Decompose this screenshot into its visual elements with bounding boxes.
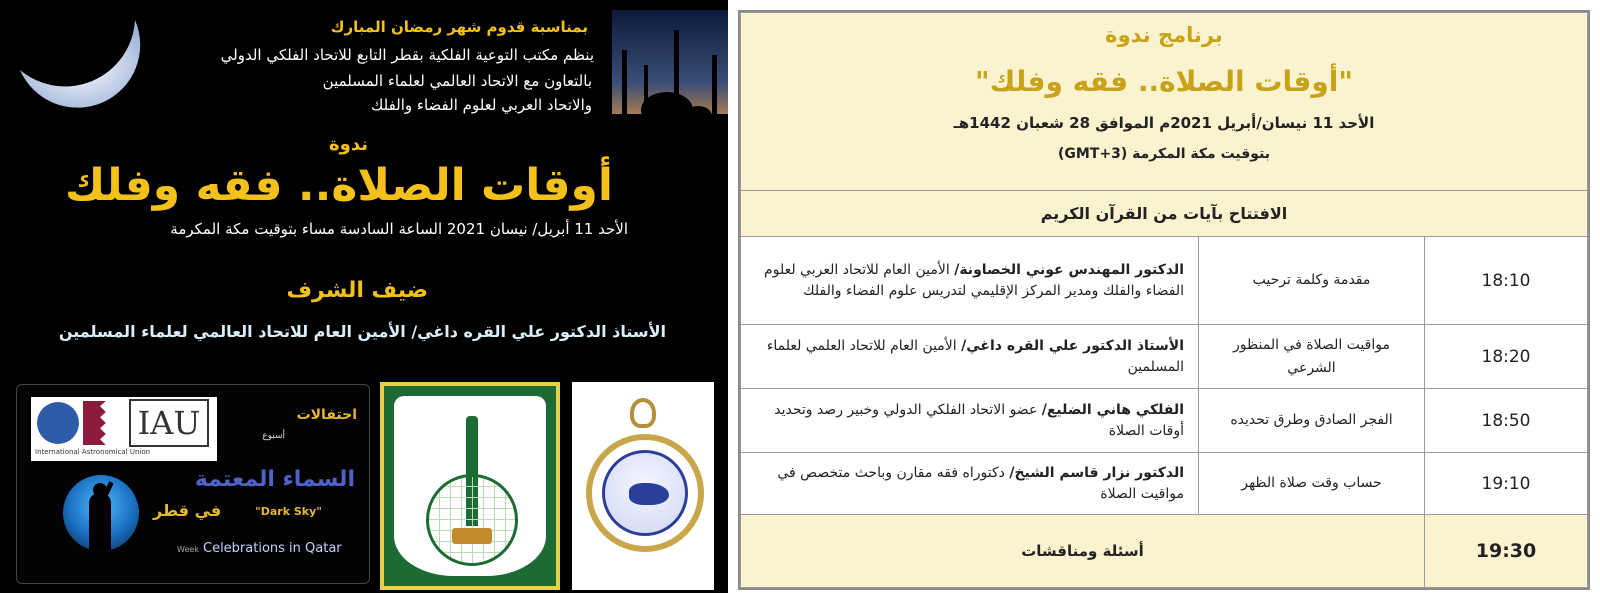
topic-cell: مواقيت الصلاة في المنظور الشرعي	[1199, 325, 1425, 389]
opening-row: الافتتاح بآيات من القرآن الكريم	[741, 191, 1588, 237]
qatar-flag-icon	[83, 401, 121, 445]
week-ar: أسبوع	[262, 431, 285, 441]
arab-map-icon	[629, 483, 669, 505]
guest-label: ضيف الشرف	[286, 278, 428, 303]
dark-sky-title-ar: السماء المعتمة	[194, 467, 355, 492]
speaker-name: الدكتور نزار قاسم الشيخ/	[1009, 464, 1184, 481]
time-cell: 18:50	[1425, 389, 1588, 453]
arab-space-union-logo	[572, 382, 714, 590]
program-date: الأحد 11 نيسان/أبريل 2021م الموافق 28 شعبان 1442هـ	[953, 114, 1375, 132]
topic-cell: الفجر الصادق وطرق تحديده	[1199, 389, 1425, 453]
partner-line-2: والاتحاد العربي لعلوم الفضاء والفلك	[370, 96, 592, 114]
speaker-name: الأستاذ الدكتور علي القره داغي/	[961, 337, 1184, 354]
astrolabe-ring-icon	[630, 398, 656, 428]
program-header	[741, 13, 1588, 191]
iau-logo: IAU	[129, 399, 209, 447]
speaker-role: عضو الاتحاد الفلكي الدولي وخبير رصد وتحديد أوقات الصلاة	[774, 401, 1184, 439]
time-cell: 18:20	[1425, 325, 1588, 389]
event-poster	[0, 0, 728, 593]
globe-icon	[426, 474, 518, 566]
week-en: Week	[177, 545, 199, 554]
topic-cell: حساب وقت صلاة الظهر	[1199, 453, 1425, 515]
qa-time: 19:30	[1425, 515, 1588, 588]
celebrations-ar: احتفالات	[296, 407, 357, 423]
time-cell: 19:10	[1425, 453, 1588, 515]
occasion-line: بمناسبة قدوم شهر رمضان المبارك	[330, 18, 588, 36]
speaker-cell	[741, 237, 1199, 325]
table-row	[741, 325, 1588, 389]
partner-logos	[31, 397, 217, 461]
event-date: الأحد 11 أبريل/ نيسان 2021 الساعة السادسة مساء بتوقيت مكة المكرمة	[170, 220, 628, 238]
time-cell: 18:10	[1425, 237, 1588, 325]
speaker-cell	[741, 389, 1199, 453]
program-title: برنامج ندوة	[1105, 23, 1223, 47]
dark-sky-banner	[16, 384, 370, 584]
dark-sky-en: "Dark Sky"	[255, 505, 322, 518]
table-row	[741, 389, 1588, 453]
celebrations-en: Celebrations in Qatar	[203, 541, 342, 556]
organizer-line: ينظم مكتب التوعية الفلكية بقطر التابع للاتحاد الفلكي الدولي	[220, 46, 594, 64]
speaker-role: الأمين العام للاتحاد العلمي لعلماء المسلمين	[766, 337, 1184, 375]
crescent-moon-icon	[0, 0, 150, 120]
speaker-name: الفلكي هاني الضليع/	[1041, 401, 1184, 418]
guest-name: الأستاذ الدكتور علي القره داغي/ الأمين العام للاتحاد العالمي لعلماء المسلمين	[58, 322, 666, 341]
qa-label: أسئلة ومناقشات	[741, 515, 1425, 588]
stargazer-icon	[63, 475, 139, 551]
seminar-label: ندوة	[329, 134, 368, 155]
partner-line-1: بالتعاون مع الاتحاد العالمي لعلماء المسلمين	[322, 72, 592, 90]
astrolabe-icon	[586, 434, 704, 552]
qa-row	[741, 515, 1588, 588]
program-subtitle: "أوقات الصلاة.. فقه وفلك"	[975, 65, 1353, 98]
speaker-role: دكتوراه فقه مقارن وباحث متخصص في مواقيت الصلاة	[777, 464, 1184, 502]
mosque-silhouette-icon	[612, 10, 728, 132]
program-table	[738, 10, 1590, 590]
iau-caption: International Astronomical Union	[35, 448, 151, 456]
table-row	[741, 453, 1588, 515]
speaker-role: الأمين العام للاتحاد العربي لعلوم الفضاء والفلك ومدير المركز الإقليمي لتدريس علوم الفضاء والفلك	[764, 261, 1184, 299]
speaker-name: الدكتور المهندس عوني الخصاونة/	[954, 261, 1184, 278]
book-icon	[452, 528, 492, 544]
table-row	[741, 237, 1588, 325]
seminar-title: أوقات الصلاة.. فقه وفلك	[65, 160, 613, 211]
speaker-cell	[741, 325, 1199, 389]
program-timezone: بتوقيت مكة المكرمة (GMT+3)	[1057, 146, 1271, 162]
muslim-scholars-union-logo	[380, 382, 560, 590]
in-qatar-ar: في قطر	[153, 501, 222, 520]
topic-cell: مقدمة وكلمة ترحيب	[1199, 237, 1425, 325]
astronomy-logo-icon	[37, 402, 79, 444]
speaker-cell	[741, 453, 1199, 515]
